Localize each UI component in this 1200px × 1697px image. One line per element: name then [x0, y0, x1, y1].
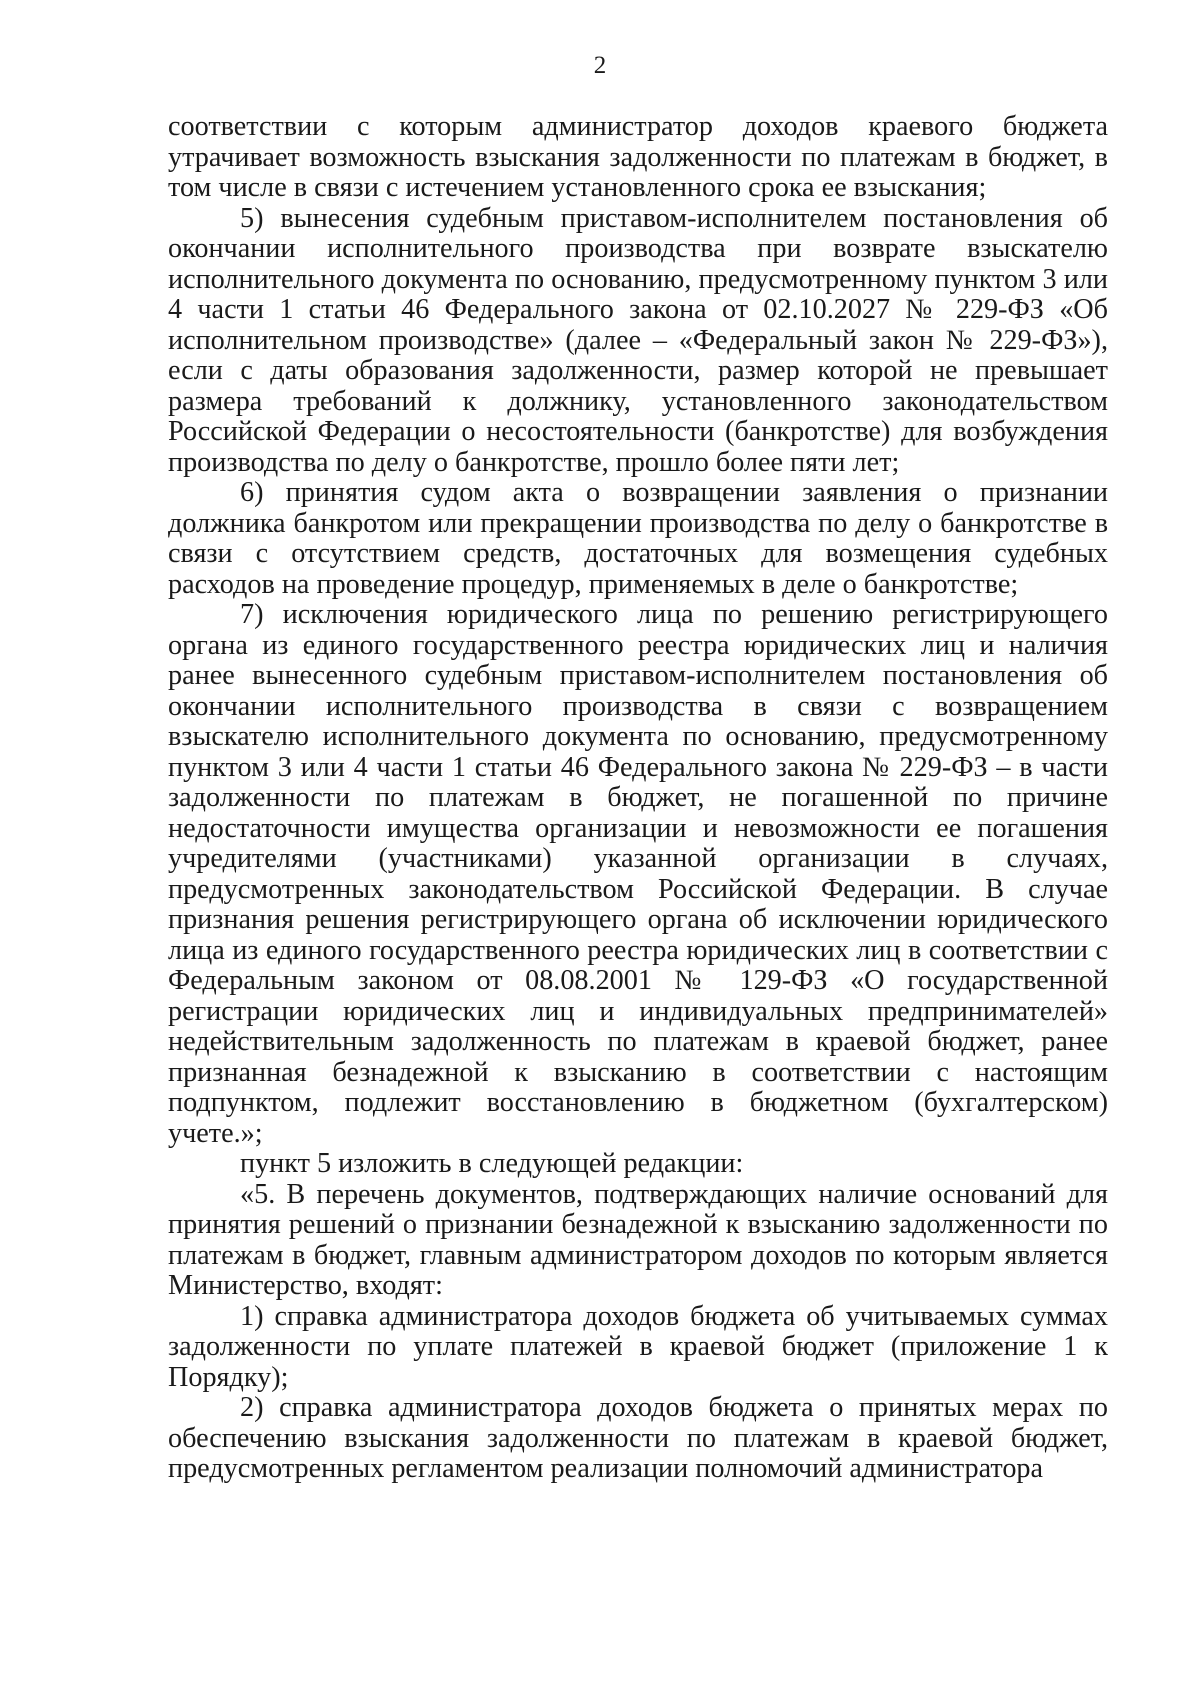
page-number: 2	[593, 52, 607, 79]
paragraph-doc-2: 2) справка администратора доходов бюджета о принятых мерах по обеспечению взыскания задолженности по платежам в краевой бюджет, предусмотренных регламентом реализации полномочий администратора	[168, 1392, 1108, 1484]
paragraph-item-6: 6) принятия судом акта о возвращении заявления о признании должника банкротом или прекращении производства по делу о банкротстве в связи с отсутствием средств, достаточных для возмещения судебных расходов на проведение процедур, применяемых в деле о банкротстве;	[168, 477, 1108, 600]
paragraph-item-7: 7) исключения юридического лица по решению регистрирующего органа из единого государственного реестра юридических лиц и наличия ранее вынесенного судебным приставом-исполнителем постановления об окончании исполнительного производства в связи с возвращением взыскателю исполнительного документа по основанию, предусмотренному пунктом 3 или 4 части 1 статьи 46 Федерального закона № 229-ФЗ – в части задолженности по платежам в бюджет, не погашенной по причине недостаточности имущества организации и невозможности ее погашения учредителями (участниками) указанной организации в случаях, предусмотренных законодательством Российской Федерации. В случае признания решения регистрирующего органа об исключении юридического лица из единого государственного реестра юридических лиц в соответствии с Федеральным законом от 08.08.2001 № 129-ФЗ «О государственной регистрации юридических лиц и индивидуальных предпринимателей» недействительным задолженность по платежам в краевой бюджет, ранее признанная безнадежной к взысканию в соответствии с настоящим подпунктом, подлежит восстановлению в бюджетном (бухгалтерском) учете.»;	[168, 599, 1108, 1149]
paragraph-amendment-intro: пункт 5 изложить в следующей редакции:	[240, 1148, 744, 1179]
document-body	[168, 112, 1108, 1485]
paragraph-item-5: 5) вынесения судебным приставом-исполнителем постановления об окончании исполнительного производства при возврате взыскателю исполнительного документа по основанию, предусмотренному пунктом 3 или 4 части 1 статьи 46 Федерального закона от 02.10.2027 № 229-ФЗ «Об исполнительном производстве» (далее – «Федеральный закон № 229-ФЗ»), если с даты образования задолженности, размер которой не превышает размера требований к должнику, установленного законодательством Российской Федерации о несостоятельности (банкротстве) для возбуждения производства по делу о банкротстве, прошло более пяти лет;	[168, 202, 1108, 478]
paragraph-doc-1: 1) справка администратора доходов бюджета об учитываемых суммах задолженности по уплате платежей в краевой бюджет (приложение 1 к Порядку);	[168, 1300, 1108, 1393]
paragraph-continuation: соответствии с которым администратор доходов краевого бюджета утрачивает возможность взыскания задолженности по платежам в бюджет, в том числе в связи с истечением установленного срока ее взыскания;	[168, 111, 1108, 203]
paragraph-point-5: «5. В перечень документов, подтверждающих наличие оснований для принятия решений о признании безнадежной к взысканию задолженности по платежам в бюджет, главным администратором доходов по которым является Министерство, входят:	[168, 1178, 1108, 1301]
